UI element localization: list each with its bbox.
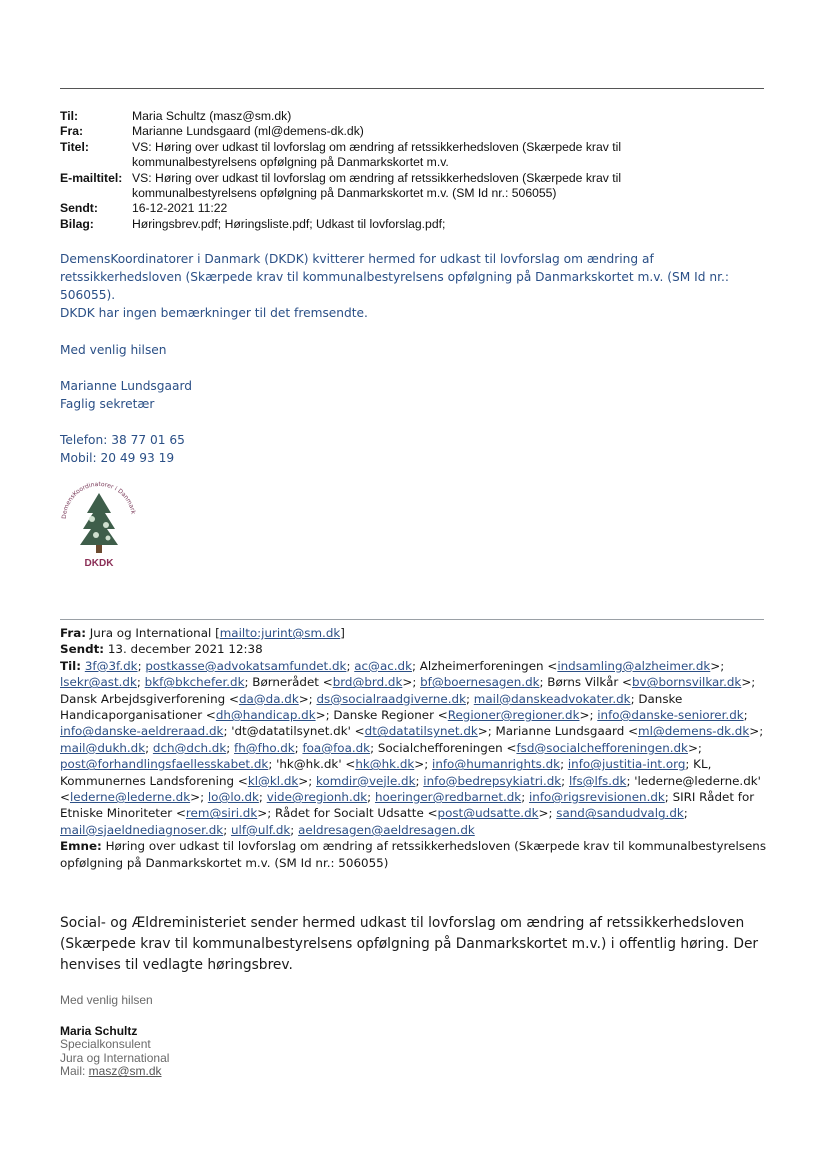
recipient-separator-text: >; [749, 724, 764, 739]
recipient-separator-text: >; [687, 740, 702, 755]
recipient-separator-text: >; [298, 691, 317, 706]
forward-signer-mail-line [60, 1065, 169, 1078]
from-label: Fra: [60, 124, 84, 139]
recipient-email-link[interactable]: bf@boernesagen.dk [420, 675, 540, 690]
header-row-title [60, 140, 760, 171]
recipient-separator-text: ; 'dt@datatilsynet.dk' < [223, 724, 365, 739]
recipient-separator-text: >; [414, 757, 433, 772]
recipient-separator-text: ; [346, 658, 355, 673]
recipient-email-link[interactable]: postkasse@advokatsamfundet.dk [145, 658, 347, 673]
recipient-email-link[interactable]: aeldresagen@aeldresagen.dk [298, 822, 475, 837]
recipient-email-link[interactable]: ulf@ulf.dk [231, 822, 291, 837]
fwd-subject-line [60, 838, 772, 871]
fwd-to-line [60, 658, 772, 838]
from-value: Marianne Lundsgaard (ml@demens-dk.dk) [132, 124, 364, 139]
fwd-recipient-list [60, 659, 763, 837]
recipient-separator-text: ; 'lederne@lederne.dk' < [60, 773, 761, 805]
recipient-email-link[interactable]: vide@regionh.dk [266, 790, 368, 805]
recipient-email-link[interactable]: info@bedrepsykiatri.dk [423, 773, 562, 788]
sent-label: Sendt: [60, 201, 98, 216]
recipient-email-link[interactable]: info@danske-aeldreraad.dk [60, 724, 224, 739]
forward-signer-name: Maria Schultz [60, 1024, 138, 1038]
recipient-email-link[interactable]: dh@handicap.dk [215, 708, 316, 723]
dkdk-logo [56, 475, 142, 571]
recipient-email-link[interactable]: rem@siri.dk [185, 806, 258, 821]
recipient-email-link[interactable]: mail@dukh.dk [60, 740, 146, 755]
email-title-line-2: kommunalbestyrelsens opfølgning på Danmarkskortet m.v. (SM Id nr.: 506055) [132, 186, 557, 201]
header-row-sent [60, 201, 760, 216]
recipient-separator-text: ; [226, 740, 235, 755]
title-label: Titel: [60, 139, 89, 154]
recipient-separator-text: ; [465, 691, 474, 706]
recipient-email-link[interactable]: bkf@bkchefer.dk [144, 675, 245, 690]
recipient-email-link[interactable]: info@justitia-int.org [567, 757, 686, 772]
reply-line-3: 506055). [60, 288, 116, 302]
logo-ring-text: DemensKoordinatorer i Danmark [60, 480, 137, 520]
reply-paragraph [60, 250, 760, 322]
recipient-email-link[interactable]: ac@ac.dk [354, 658, 412, 673]
recipient-email-link[interactable]: dt@datatilsynet.dk [364, 724, 478, 739]
recipient-email-link[interactable]: foa@foa.dk [302, 740, 371, 755]
reply-signer-name: Marianne Lundsgaard [60, 379, 192, 393]
forward-signer-title: Specialkonsulent [60, 1037, 151, 1052]
recipient-separator-text: >; [579, 708, 598, 723]
forward-divider [60, 619, 764, 620]
recipient-email-link[interactable]: komdir@vejle.dk [316, 773, 416, 788]
reply-signature [60, 377, 760, 413]
recipient-email-link[interactable]: lsekr@ast.dk [60, 675, 137, 690]
fwd-subject-value: Høring over udkast til lovforslag om ændring af retssikkerhedsloven (Skærpede krav til kommunalbestyrelsens opfølgning på Danmarkskortet m.v. (SM Id nr.: 506055) [60, 839, 767, 870]
recipient-separator-text: ; [223, 822, 231, 837]
forward-signer-dept: Jura og International [60, 1050, 170, 1065]
recipient-email-link[interactable]: info@danske-seniorer.dk [597, 708, 744, 723]
fwd-to-label: Til: [60, 658, 82, 673]
fwd-sent-line [60, 641, 772, 657]
recipient-separator-text: ; Børns Vilkår < [539, 675, 632, 690]
logo-text: DKDK [84, 558, 114, 569]
tree-icon [80, 493, 118, 553]
reply-contact [60, 431, 760, 467]
top-divider [60, 88, 764, 89]
forward-mail-link[interactable]: masz@sm.dk [88, 1064, 162, 1079]
recipient-email-link[interactable]: fsd@socialchefforeningen.dk [516, 740, 688, 755]
recipient-separator-text: >; [402, 675, 421, 690]
recipient-separator-text: ; [561, 773, 569, 788]
fwd-subject-label: Emne: [60, 839, 102, 854]
sent-value: 16-12-2021 11:22 [132, 201, 228, 216]
recipient-email-link[interactable]: lederne@lederne.dk [69, 790, 191, 805]
reply-line-2: retssikkerhedsloven (Skærpede krav til kommunalbestyrelsens opfølgning på Danmarkskortet m.v. (SM Id nr.: [60, 270, 729, 284]
recipient-email-link[interactable]: kl@kl.dk [247, 773, 299, 788]
recipient-separator-text: ; Danske Handicaporganisationer < [60, 691, 683, 723]
recipient-email-link[interactable]: brd@brd.dk [332, 675, 403, 690]
recipient-separator-text: >; [538, 806, 557, 821]
to-value: Maria Schultz (masz@sm.dk) [132, 109, 292, 123]
recipient-separator-text: ; [258, 790, 267, 805]
recipient-separator-text: ; Børnerådet < [244, 675, 333, 690]
to-label: Til: [60, 109, 79, 123]
recipient-separator-text: ; Socialchefforeningen < [370, 740, 517, 755]
recipient-separator-text: ; [743, 708, 748, 723]
recipient-separator-text: ; [683, 806, 688, 821]
recipient-separator-text: >; Marianne Lundsgaard < [477, 724, 639, 739]
header-row-attachments [60, 217, 760, 232]
recipient-email-link[interactable]: indsamling@alzheimer.dk [557, 658, 711, 673]
recipient-separator-text: >; Danske Regioner < [315, 708, 448, 723]
reply-signer-role: Faglig sekretær [60, 397, 155, 411]
recipient-separator-text: ; Alzheimerforeningen < [412, 658, 558, 673]
reply-line-4: DKDK har ingen bemærkninger til det fremsendte. [60, 306, 368, 320]
reply-greeting: Med venlig hilsen [60, 343, 167, 357]
email-title-value [132, 171, 760, 202]
recipient-email-link[interactable]: post@forhandlingsfaellesskabet.dk [60, 757, 269, 772]
fwd-from-link[interactable]: mailto:jurint@sm.dk [219, 626, 341, 640]
forward-mail-label: Mail: [60, 1064, 89, 1079]
recipient-email-link[interactable]: dch@dch.dk [152, 740, 227, 755]
recipient-email-link[interactable]: mail@sjaeldnediagnoser.dk [60, 822, 224, 837]
fwd-sent-label: Sendt: [60, 642, 105, 657]
title-value [132, 140, 760, 171]
email-header [60, 109, 760, 232]
fwd-sent-value: 13. december 2021 12:38 [107, 642, 263, 657]
header-row-from [60, 124, 760, 139]
recipient-separator-text: ; [415, 773, 424, 788]
recipient-email-link[interactable]: ds@socialraadgiverne.dk [316, 691, 466, 706]
recipient-email-link[interactable]: da@da.dk [238, 691, 299, 706]
forward-signature [60, 1025, 169, 1079]
recipient-email-link[interactable]: sand@sandudvalg.dk [556, 806, 684, 821]
recipient-separator-text: ; [560, 757, 568, 772]
reply-phone: Telefon: 38 77 01 65 [60, 433, 185, 447]
email-title-line-1: VS: Høring over udkast til lovforslag om ændring af retssikkerhedsloven (Skærpede krav til [132, 170, 622, 185]
fwd-from-end: ] [340, 626, 345, 640]
reply-line-1: DemensKoordinatorer i Danmark (DKDK) kvitterer hermed for udkast til lovforslag om ændring af [60, 252, 654, 266]
recipient-email-link[interactable]: lo@lo.dk [207, 790, 259, 805]
attachments-value: Høringsbrev.pdf; Høringsliste.pdf; Udkast til lovforslag.pdf; [132, 216, 446, 231]
recipient-email-link[interactable]: info@humanrights.dk [432, 757, 561, 772]
recipient-separator-text: ; KL, Kommunernes Landsforening < [60, 757, 712, 788]
recipient-email-link[interactable]: ml@demens-dk.dk [638, 724, 750, 739]
forward-greeting: Med venlig hilsen [60, 993, 153, 1007]
recipient-email-link[interactable]: 3f@3f.dk [84, 658, 138, 673]
recipient-separator-text: ; SIRI Rådet for Etniske Minoriteter < [60, 790, 755, 821]
recipient-email-link[interactable]: fh@fho.dk [234, 740, 295, 755]
recipient-separator-text: ; [290, 822, 299, 837]
recipient-separator-text: ; [294, 740, 303, 755]
recipient-email-link[interactable]: bv@bornsvilkar.dk [631, 675, 742, 690]
email-title-label: E-mailtitel: [60, 170, 123, 185]
recipient-separator-text: >; [190, 790, 208, 805]
recipient-separator-text: >; Dansk Arbejdsgiverforening < [60, 675, 756, 706]
forwarded-header [60, 625, 772, 871]
recipient-separator-text: >; Rådet for Socialt Udsatte < [257, 806, 438, 821]
recipient-email-link[interactable]: hoeringer@redbarnet.dk [374, 790, 522, 805]
reply-mobile: Mobil: 20 49 93 19 [60, 451, 175, 465]
header-row-subject [60, 171, 760, 202]
recipient-email-link[interactable]: mail@danskeadvokater.dk [473, 691, 631, 706]
title-line-1: VS: Høring over udkast til lovforslag om ændring af retssikkerhedsloven (Skærpede krav til [132, 139, 622, 154]
recipient-separator-text: >; [298, 773, 317, 788]
recipient-email-link[interactable]: post@udsatte.dk [437, 806, 539, 821]
fwd-from-label: Fra: [60, 626, 87, 640]
title-line-2: kommunalbestyrelsens opfølgning på Danmarkskortet m.v. [132, 155, 449, 170]
recipient-email-link[interactable]: hk@hk.dk [355, 757, 415, 772]
recipient-separator-text: ; [137, 658, 146, 673]
recipient-email-link[interactable]: info@rigsrevisionen.dk [529, 790, 665, 805]
recipient-separator-text: ; [145, 740, 153, 755]
recipient-separator-text: ; [521, 790, 529, 805]
recipient-separator-text: ; [136, 675, 145, 690]
header-row-to [60, 109, 760, 124]
fwd-from-value: Jura og International [ [89, 626, 220, 640]
forwarded-body: Social- og Ældreministeriet sender hermed udkast til lovforslag om ændring af retssikkerhedsloven (Skærpede krav til kommunalbestyrelsens opfølgning på Danmarkskortet m.v.) i offentlig høring. Der henvises til vedlagte høringsbrev. [60, 915, 759, 973]
attachments-label: Bilag: [60, 216, 94, 231]
recipient-email-link[interactable]: Regioner@regioner.dk [447, 708, 580, 723]
recipient-separator-text: >; [710, 658, 725, 673]
fwd-from-line [60, 625, 772, 641]
recipient-email-link[interactable]: lfs@lfs.dk [568, 773, 627, 788]
recipient-separator-text: ; 'hk@hk.dk' < [268, 757, 356, 772]
recipient-separator-text: ; [367, 790, 375, 805]
